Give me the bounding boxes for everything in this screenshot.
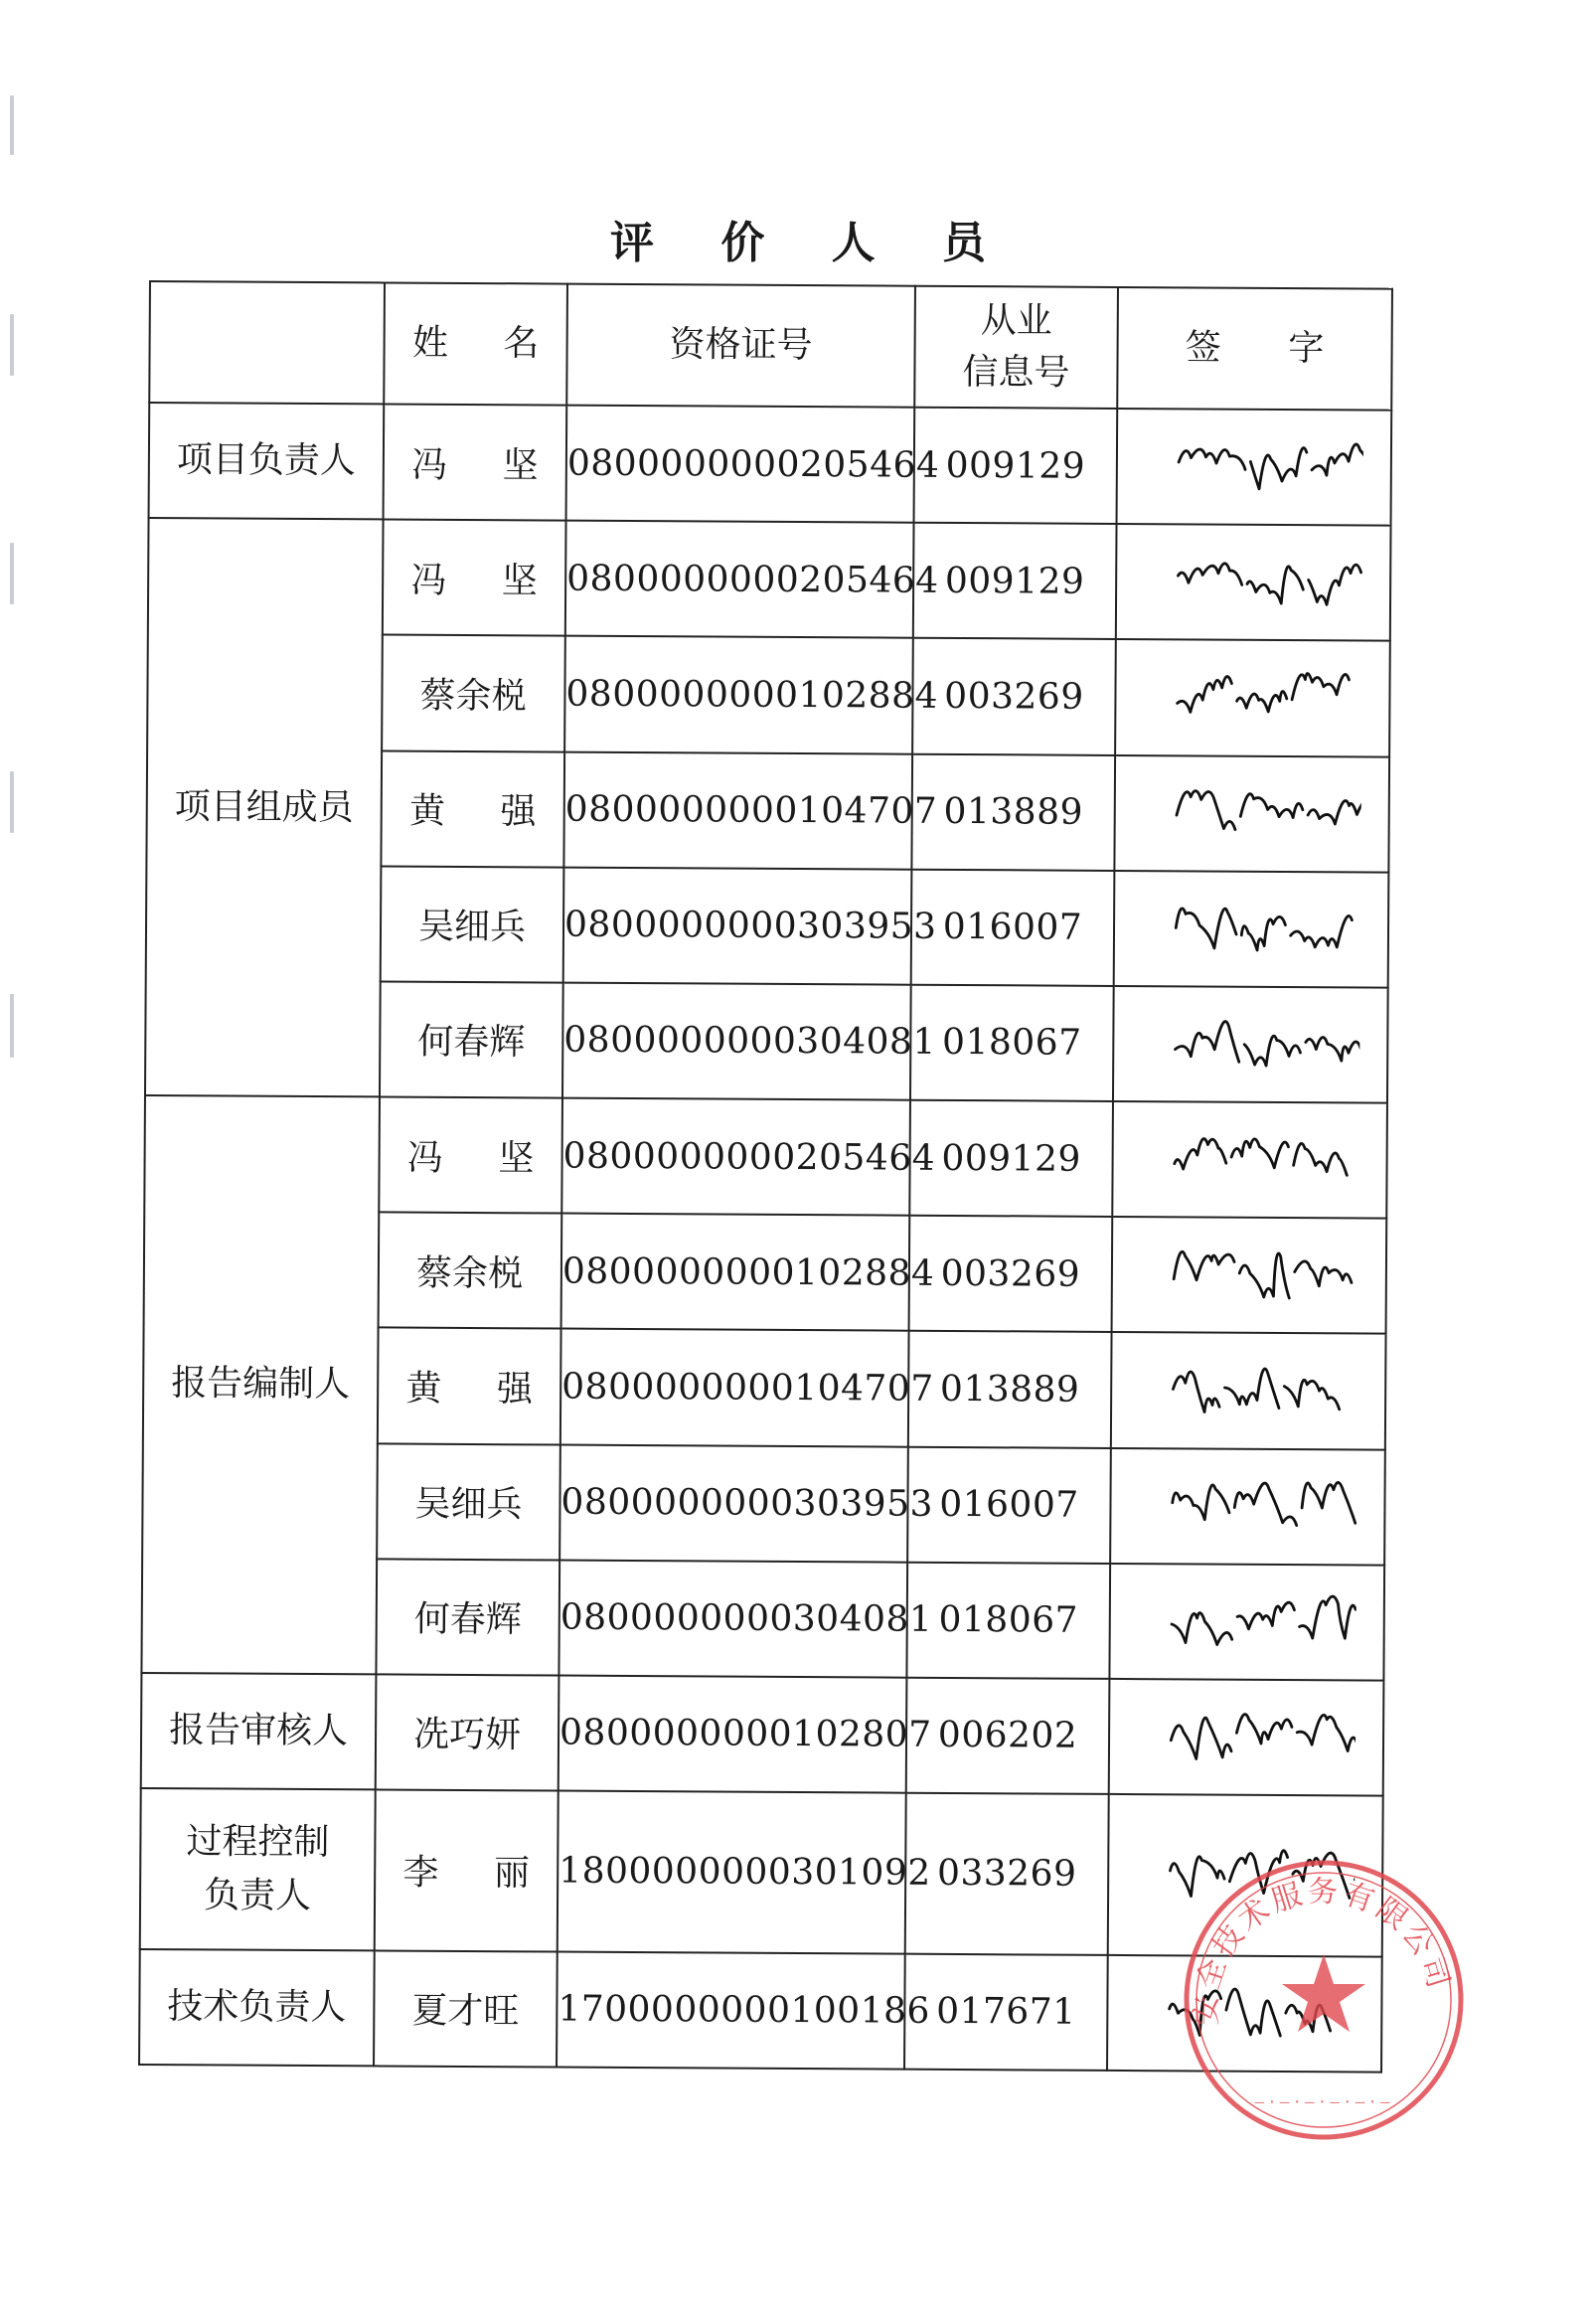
role-cell: 技术负责人	[139, 1949, 375, 2067]
cert-cell: 0800000000205464	[565, 521, 914, 638]
page-title: 评 价 人 员	[610, 218, 1012, 268]
info-cell: 003269	[912, 638, 1116, 754]
signature-cell	[1115, 639, 1390, 756]
name-cell: 黄 强	[381, 750, 564, 867]
handwritten-signature	[1138, 1469, 1357, 1544]
handwritten-signature	[1145, 429, 1363, 504]
header-cert: 资格证号	[566, 284, 915, 408]
info-cell: 009129	[914, 408, 1118, 524]
info-cell: 013889	[908, 1331, 1112, 1447]
cert-cell: 0800000000205464	[561, 1098, 910, 1216]
role-cell: 项目组成员	[145, 518, 384, 1096]
cert-cell: 0800000000102884	[561, 1214, 910, 1331]
scan-edge-mark	[10, 543, 14, 604]
scan-edge-mark	[10, 994, 14, 1058]
cert-cell: 1700000000100186	[557, 1951, 905, 2069]
name-cell: 李 丽	[375, 1789, 559, 1951]
info-cell: 003269	[909, 1216, 1113, 1332]
role-cell: 项目负责人	[149, 403, 385, 520]
role-cell: 报告审核人	[141, 1673, 377, 1790]
handwritten-signature	[1138, 1584, 1357, 1659]
header-role	[149, 281, 385, 404]
handwritten-signature	[1142, 892, 1360, 966]
info-cell: 013889	[911, 753, 1115, 870]
cert-cell: 0800000000102884	[564, 636, 913, 753]
company-seal	[1175, 1851, 1473, 2149]
info-cell: 009129	[909, 1100, 1113, 1217]
info-cell: 033269	[905, 1793, 1109, 1955]
info-cell: 009129	[913, 523, 1117, 639]
role-cell: 报告编制人	[141, 1095, 380, 1674]
name-cell: 冯 坚	[384, 404, 567, 520]
cert-cell: 0800000000303953	[559, 1444, 908, 1562]
info-cell: 018067	[906, 1562, 1110, 1678]
table-row	[149, 403, 1392, 526]
scan-edge-mark	[10, 771, 14, 833]
signature-cell	[1116, 524, 1391, 641]
evaluation-staff-table	[138, 280, 1393, 2074]
info-cell: 018067	[910, 985, 1114, 1101]
handwritten-signature	[1141, 1007, 1359, 1081]
cert-cell: 0800000000304081	[559, 1560, 907, 1677]
signature-cell	[1114, 871, 1389, 988]
svg-text:—·—·—·—·—·—: —·—·—·—·—·—	[1254, 2092, 1393, 2111]
name-cell: 冼巧妍	[376, 1674, 559, 1790]
table-header-row	[149, 281, 1392, 411]
cert-cell: 1800000000301092	[558, 1791, 906, 1954]
info-cell: 016007	[907, 1446, 1111, 1563]
cert-cell: 0800000000205464	[566, 406, 915, 523]
signature-cell	[1114, 754, 1389, 872]
handwritten-signature	[1144, 545, 1362, 619]
name-cell: 黄 强	[378, 1328, 561, 1444]
scan-edge-mark	[10, 314, 14, 376]
name-cell: 吴细兵	[377, 1443, 560, 1560]
handwritten-signature	[1143, 661, 1361, 736]
handwritten-signature	[1143, 776, 1361, 851]
signature-cell	[1117, 409, 1392, 526]
handwritten-signature	[1139, 1354, 1357, 1428]
header-name: 姓 名	[384, 282, 567, 405]
signature-cell	[1110, 1447, 1385, 1565]
cert-cell: 0800000000102807	[559, 1675, 907, 1792]
signature-cell	[1111, 1332, 1386, 1449]
signature-cell	[1109, 1564, 1384, 1681]
scan-edge-mark	[10, 95, 14, 155]
header-sign: 签 字	[1117, 287, 1392, 411]
table-row	[141, 1673, 1384, 1796]
signature-cell	[1113, 986, 1388, 1103]
handwritten-signature	[1140, 1122, 1358, 1197]
header-info: 从业 信息号	[914, 286, 1118, 409]
role-cell: 过程控制 负责人	[140, 1788, 376, 1950]
svg-text:安全技术服务有限公司: 安全技术服务有限公司	[1189, 1875, 1457, 2026]
name-cell: 夏才旺	[374, 1950, 558, 2067]
name-cell: 蔡余棁	[382, 635, 565, 751]
cert-cell: 0800000000104707	[563, 751, 912, 869]
name-cell: 吴细兵	[381, 866, 564, 982]
signature-cell	[1112, 1217, 1387, 1334]
cert-cell: 0800000000303953	[563, 867, 912, 984]
name-cell: 蔡余棁	[379, 1213, 562, 1329]
cert-cell: 0800000000104707	[560, 1329, 909, 1446]
table-row	[144, 1095, 1387, 1219]
signature-cell	[1112, 1101, 1387, 1219]
name-cell: 何春辉	[376, 1559, 559, 1675]
name-cell: 冯 坚	[379, 1096, 562, 1213]
handwritten-signature	[1137, 1700, 1356, 1774]
table-row	[148, 518, 1391, 641]
info-cell: 017671	[904, 1953, 1108, 2070]
cert-cell: 0800000000304081	[562, 982, 911, 1099]
signature-cell	[1109, 1679, 1384, 1796]
name-cell: 冯 坚	[383, 520, 566, 636]
name-cell: 何春辉	[380, 981, 563, 1097]
info-cell: 006202	[906, 1678, 1110, 1794]
info-cell: 016007	[911, 869, 1115, 985]
handwritten-signature	[1140, 1238, 1358, 1312]
